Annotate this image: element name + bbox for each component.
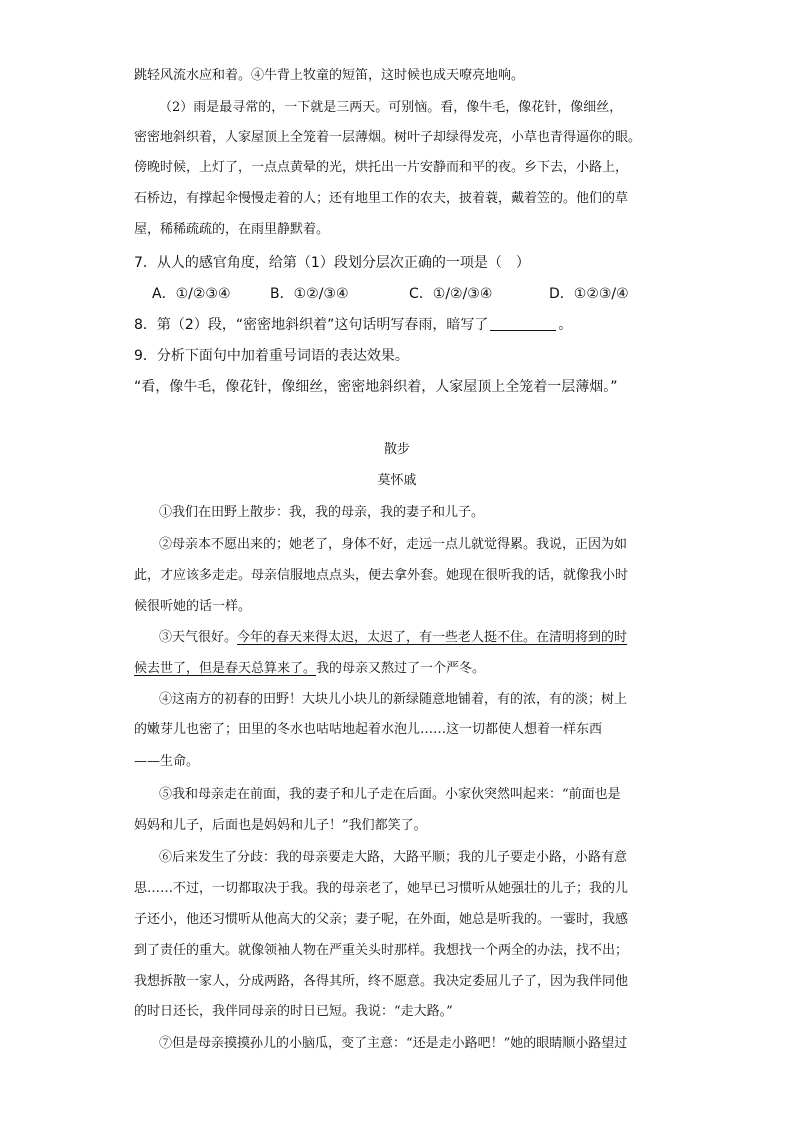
paragraph-4-line-1: ④这南方的初春的田野！大块儿小块儿的新绿随意地铺着，有的浓，有的淡；树上 (159, 692, 628, 707)
passage1-line-6: 屋，稀稀疏疏的，在雨里静默着。 (134, 222, 330, 237)
paragraph-3-plain-end: 我的母亲又熬过了一个严冬。 (316, 661, 486, 676)
paragraph-2-line-1: ②母亲本不愿出来的；她老了，身体不好，走远一点儿就觉得累。我说，正因为如 (159, 537, 628, 552)
paragraph-6-line-5: 我想拆散一家人，分成两路，各得其所，终不愿意。我决定委屈儿子了，因为我伴同他 (134, 974, 629, 989)
paragraph-6-line-3: 子还小，他还习惯听从他高大的父亲；妻子呢，在外面，她总是听我的。一霎时，我感 (134, 912, 629, 927)
paragraph-5-line-1: ⑤我和母亲走在前面，我的妻子和儿子走在后面。小家伙突然叫起来：“前面也是 (159, 787, 621, 802)
paragraph-2-line-2: 此，才应该多走走。母亲信服地点点头，便去拿外套。她现在很听我的话，就像我小时 (134, 568, 629, 583)
passage1-line-4: 傍晚时候，上灯了，一点点黄晕的光，烘托出一片安静而和平的夜。乡下去，小路上， (134, 160, 629, 175)
passage1-line-3: 密密地斜织着，人家屋顶上全笼着一层薄烟。树叶子却绿得发亮，小草也青得逼你的眼。 (134, 130, 642, 145)
paragraph-3-underlined-cont: 候去世了，但是春天总算来了。 (134, 661, 317, 676)
paragraph-6-line-6: 的时日还长，我伴同母亲的时日已短。我说：“走大路。” (134, 1004, 453, 1019)
passage1-line-1: 跳轻风流水应和着。④牛背上牧童的短笛，这时候也成天嘹亮地响。 (134, 68, 525, 83)
paragraph-3-line-2 (134, 659, 485, 679)
question-9-quote: “看，像牛毛，像花针，像细丝，密密地斜织着，人家屋顶上全笼着一层薄烟。” (134, 379, 618, 395)
passage1-line-5: 石桥边，有撑起伞慢慢走着的人；还有地里工作的农夫，披着蓑，戴着笠的。他们的草 (134, 191, 629, 206)
paragraph-7-line-1: ⑦但是母亲摸摸孙儿的小脑瓜，变了主意：“还是走小路吧！”她的眼睛顺小路望过 (159, 1036, 628, 1051)
question-7-option-d: D．①②③/④ (549, 286, 629, 302)
question-8-text: 8．第（2）段，“密密地斜织着”这句话明写春雨，暗写了 (134, 317, 489, 333)
paragraph-6-line-4: 到了责任的重大。就像领袖人物在严重关头时那样。我想找一个两全的办法，找不出； (134, 943, 629, 958)
paragraph-6-line-2: 思……不过，一切都取决于我。我的母亲老了，她早已习惯听从她强壮的儿子；我的儿 (134, 881, 629, 896)
passage2-author: 莫怀戚 (377, 473, 417, 488)
question-7-option-a: A．①/②③④ (152, 286, 231, 302)
paragraph-3-plain: ③天气很好。 (159, 630, 238, 645)
paragraph-2-line-3: 候很听她的话一样。 (134, 599, 252, 614)
question-8 (134, 315, 572, 335)
paragraph-4-line-3: ——生命。 (134, 754, 200, 769)
passage2-title: 散步 (383, 442, 410, 457)
question-8-end: 。 (558, 317, 573, 333)
question-9: 9．分析下面句中加着重号词语的表达效果。 (134, 348, 409, 364)
paragraph-4-line-2: 的嫩芽儿也密了；田里的冬水也咕咕地起着水泡儿……这一切都使人想着一样东西 (134, 722, 603, 737)
passage1-line-2: （2）雨是最寻常的，一下就是三两天。可别恼。看，像牛毛，像花针，像细丝， (159, 100, 623, 115)
paragraph-5-line-2: 妈妈和儿子，后面也是妈妈和儿子！”我们都笑了。 (134, 818, 427, 833)
question-7-option-c: C．①/②/③④ (409, 286, 493, 302)
paragraph-3-line-1 (159, 628, 627, 648)
paragraph-6-line-1: ⑥后来发生了分歧：我的母亲要走大路，大路平顺；我的儿子要走小路，小路有意 (159, 850, 628, 865)
answer-blank[interactable] (490, 316, 556, 331)
paragraph-1: ①我们在田野上散步：我，我的母亲，我的妻子和儿子。 (159, 505, 485, 520)
paragraph-3-underlined: 今年的春天来得太迟，太迟了，有一些老人挺不住。在清明将到的时 (237, 630, 628, 645)
question-7-option-b: B．①②/③④ (270, 286, 349, 302)
question-7: 7．从人的感官角度，给第（1）段划分层次正确的一项是（ ） (134, 255, 530, 271)
